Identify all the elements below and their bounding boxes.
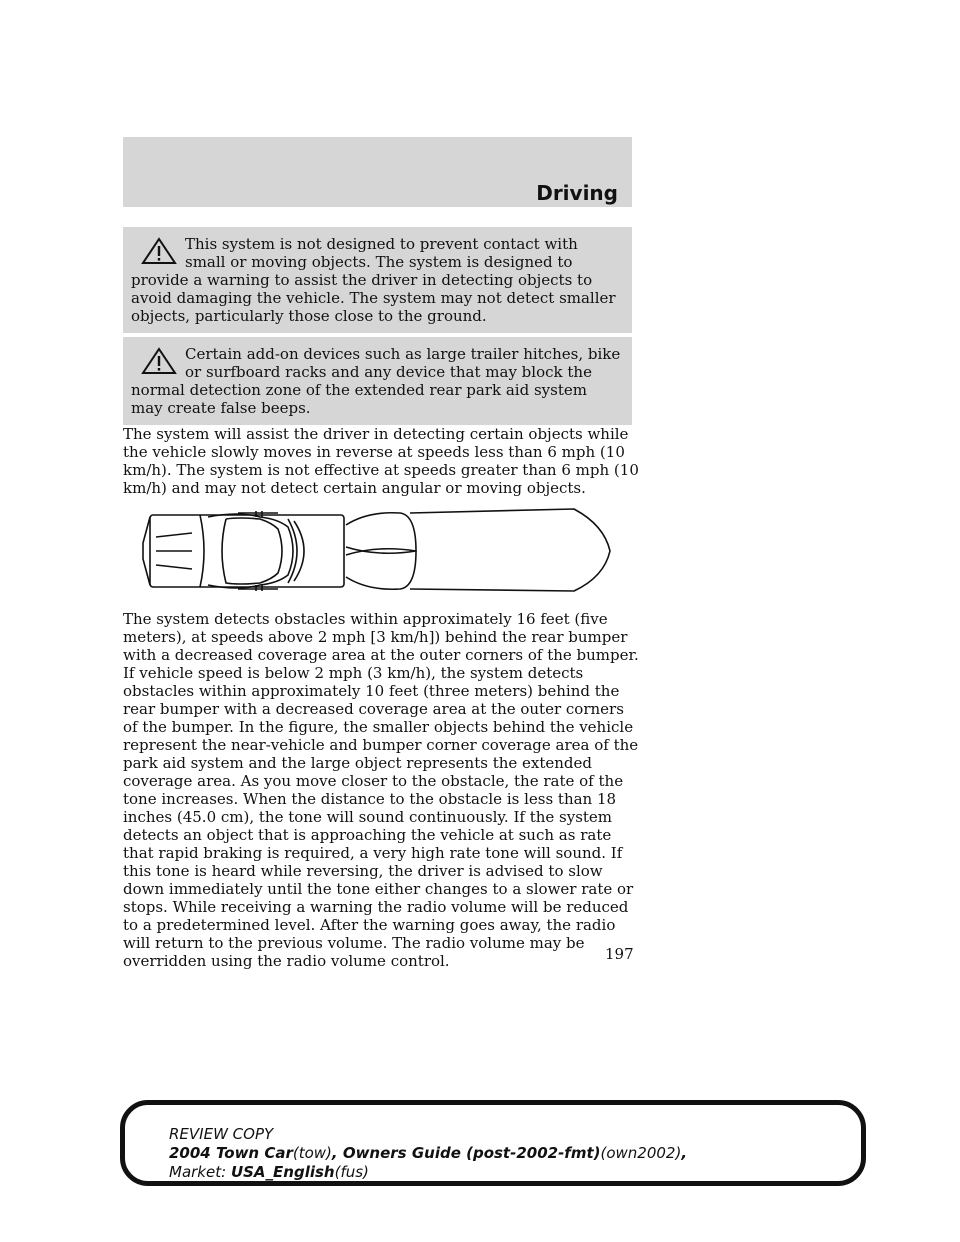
body-paragraph-1: The system will assist the driver in detecting certain objects while the vehicle slowly moves in reverse at speeds less than 6 mph (10 km/h). The system is not effective at speeds greater than 6 mph (10 km/h) and may not detect certain angular or moving objects.	[123, 425, 639, 497]
warning-box-2	[123, 337, 632, 425]
body-paragraph-2: The system detects obstacles within approximately 16 feet (five meters), at speeds above 2 mph [3 km/h]) behind the rear bumper with a decreased coverage area at the outer corners of the bumper. If vehicle speed is below 2 mph (3 km/h), the system detects obstacles within approximately 10 feet (three meters) behind the rear bumper with a decreased coverage area at the outer corners of the bumper. In the figure, the smaller objects behind the vehicle represent the near-vehicle and bumper corner coverage area of the park aid system and the large object represents the extended coverage area. As you move closer to the obstacle, the rate of the tone increases. When the distance to the obstacle is less than 18 inches (45.0 cm), the tone will sound continuously. If the system detects an object that is approaching the vehicle at such as rate that rapid braking is required, a very high rate tone will sound. If this tone is heard while reversing, the driver is advised to slow down immediately until the tone either changes to a slower rate or stops. While receiving a warning the radio volume will be reduced to a predetermined level. After the warning goes away, the radio will return to the previous volume. The radio volume may be overridden using the radio volume control.	[123, 610, 639, 970]
page-number: 197	[605, 945, 634, 963]
review-comma: ,	[681, 1144, 688, 1162]
review-copy-box	[120, 1100, 866, 1186]
near-coverage-zones	[346, 513, 416, 590]
review-label: REVIEW COPY	[169, 1125, 274, 1143]
park-aid-coverage-diagram	[138, 505, 618, 593]
review-vehicle-code: (tow)	[292, 1144, 332, 1162]
review-vehicle: 2004 Town Car	[169, 1144, 293, 1162]
review-guide-code: (own2002)	[600, 1144, 682, 1162]
review-market-label: Market:	[169, 1163, 227, 1181]
warning-triangle-icon	[141, 237, 177, 265]
review-guide: , Owners Guide (post-2002-fmt)	[331, 1144, 601, 1162]
section-header-band	[123, 137, 632, 207]
review-market: USA_English	[230, 1163, 335, 1181]
warning-box-1	[123, 227, 632, 333]
warning-text: Certain add-on devices such as large trailer hitches, bike or surfboard racks and any device that may block the normal detection zone of the extended rear park aid system may create false beeps.	[131, 345, 621, 417]
section-title: Driving	[536, 181, 618, 205]
warning-triangle-icon	[141, 347, 177, 375]
review-copy-text	[169, 1125, 687, 1182]
warning-text: This system is not designed to prevent contact with small or moving objects. The system is designed to provide a warning to assist the driver in detecting objects to avoid damaging the vehicle. The system may not detect smaller objects, particularly those close to the ground.	[131, 235, 616, 325]
vehicle-outline	[143, 511, 344, 591]
review-market-code: (fus)	[334, 1163, 369, 1181]
extended-coverage-zone	[410, 509, 610, 591]
